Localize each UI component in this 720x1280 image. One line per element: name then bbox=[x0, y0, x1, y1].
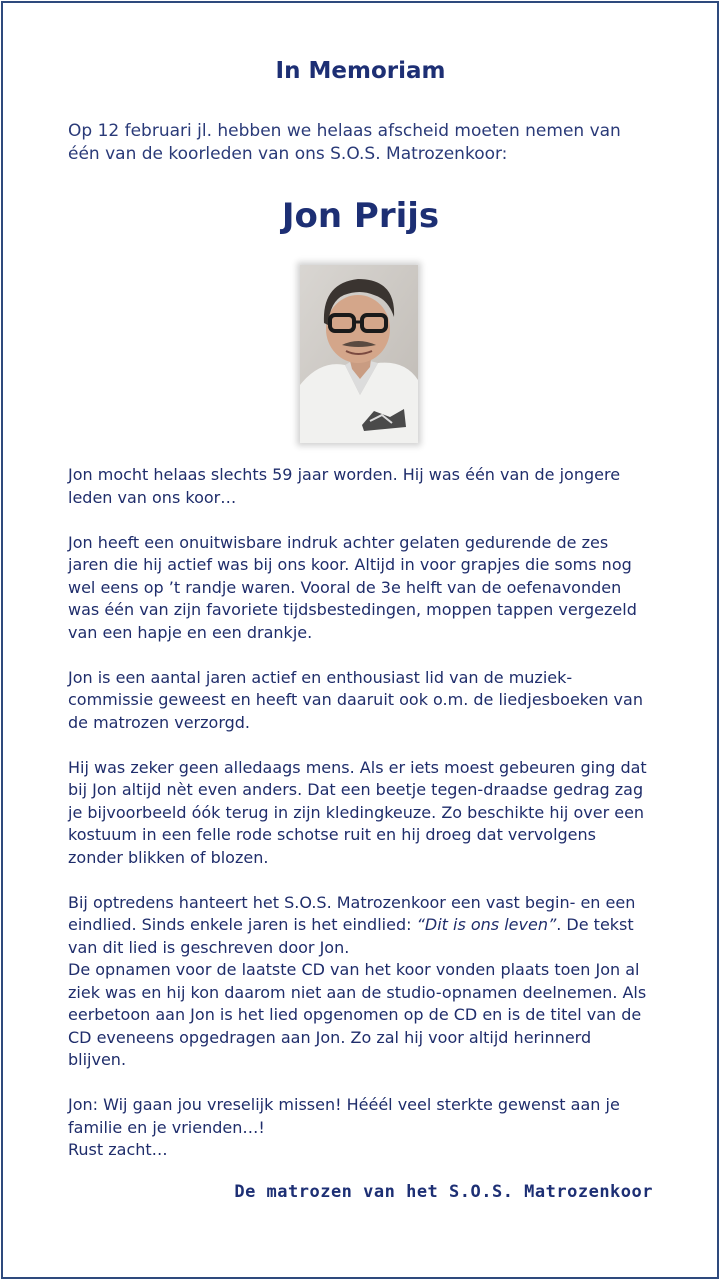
signature: De matrozen van het S.O.S. Matrozenkoor bbox=[234, 1182, 653, 1202]
paragraph-age: Jon mocht helaas slechts 59 jaar worden. Hij was één van de jongere leden van ons koor… bbox=[68, 465, 621, 507]
page-title: In Memoriam bbox=[275, 58, 446, 84]
closing-line: Jon: Wij gaan jou vreselijk missen! Hééél veel sterkte gewenst aan je familie en je vrienden…! bbox=[68, 1095, 620, 1137]
song-after: . De tekst van dit lied is geschreven door Jon. bbox=[68, 915, 634, 957]
portrait-image bbox=[300, 265, 418, 443]
song-intro: Bij optredens hanteert het S.O.S. Matrozenkoor een vast begin- en een eindlied. Sinds enkele jaren is het eindlied: bbox=[68, 892, 636, 934]
intro-text: Op 12 februari jl. hebben we helaas afscheid moeten nemen van één van de koorleden van ons S.O.S. Matrozenkoor: bbox=[68, 121, 621, 164]
article-body bbox=[68, 464, 653, 1184]
paragraph-commission: Jon is een aantal jaren actief en enthousiast lid van de muziek-commissie geweest en heeft van daaruit ook o.m. de liedjesboeken van de matrozen verzorgd. bbox=[68, 667, 643, 732]
paragraph-character: Hij was zeker geen alledaags mens. Als er iets moest gebeuren ging dat bij Jon altijd nèt even anders. Dat een beetje tegen-draadse gedrag zag je bijvoorbeeld óók terug in zijn kledingkeuze. Zo beschikte hij over een kostuum in een felle rode schotse ruit en hij droeg dat vervolgens zonder blikken of blozen. bbox=[68, 757, 647, 867]
song-recording: De opnamen voor de laatste CD van het koor vonden plaats toen Jon al ziek was en hij kon daarom niet aan de studio-opnamen deelnemen. Als eerbetoon aan Jon is het lied opgenomen op de CD en is de titel van de CD eveneens opgedragen aan Jon. Zo zal hij voor altijd herinnerd blijven. bbox=[68, 960, 647, 1069]
paragraph-song bbox=[68, 892, 653, 1072]
paragraph-closing bbox=[68, 1094, 653, 1162]
paragraph-impression: Jon heeft een onuitwisbare indruk achter gelaten gedurende de zes jaren die hij actief was bij ons koor. Altijd in voor grapjes die soms nog wel eens op ’t randje waren. Vooral de 3e helft van de oefenavonden was één van zijn favoriete tijdsbestedingen, moppen tappen vergezeld van een hapje en een drankje. bbox=[68, 532, 637, 642]
rest-in-peace: Rust zacht… bbox=[68, 1140, 168, 1159]
song-title: “Dit is ons leven” bbox=[416, 915, 557, 934]
deceased-name: Jon Prijs bbox=[281, 196, 440, 236]
portrait-photo bbox=[300, 265, 418, 443]
